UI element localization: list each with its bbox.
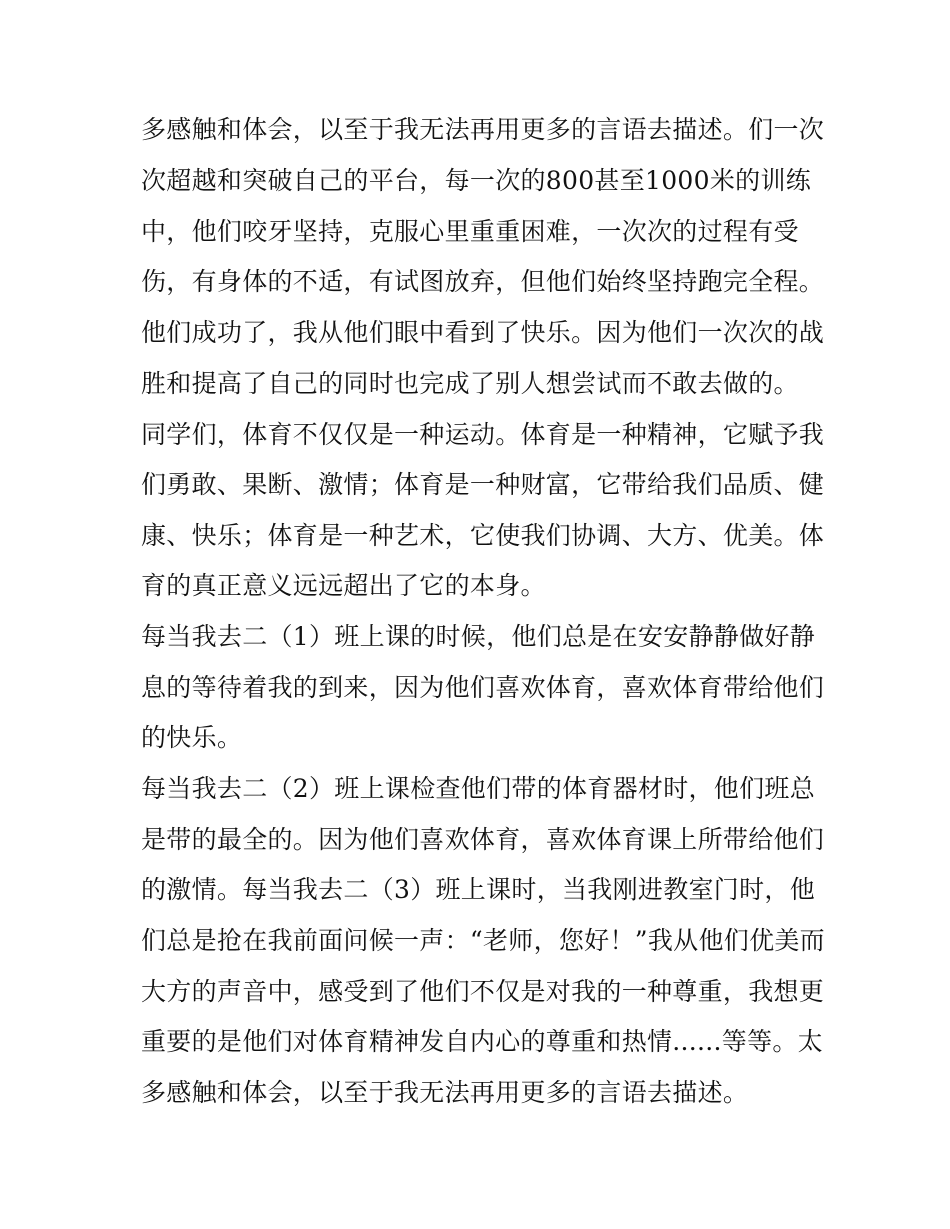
text-line: 的激情。每当我去二（3）班上课时，当我刚进教室门时，他 <box>141 875 816 904</box>
text-line: 中，他们咬牙坚持，克服心里重重困难，一次次的过程有受 <box>141 217 799 246</box>
text-line: 多感触和体会，以至于我无法再用更多的言语去描述。们一次 <box>141 115 825 144</box>
text-line: 重要的是他们对体育精神发自内心的尊重和热情......等等。太 <box>141 1027 823 1056</box>
text-line: 息的等待着我的到来，因为他们喜欢体育，喜欢体育带给他们 <box>141 673 825 702</box>
text-line: 同学们，体育不仅仅是一种运动。体育是一种精神，它赋予我 <box>141 420 825 449</box>
text-line: 每当我去二（1）班上课的时候，他们总是在安安静静做好静 <box>141 622 816 651</box>
text-line: 的快乐。 <box>141 723 243 752</box>
text-line: 大方的声音中，感受到了他们不仅是对我的一种尊重，我想更 <box>141 977 825 1006</box>
text-line: 他们成功了，我从他们眼中看到了快乐。因为他们一次次的战 <box>141 318 825 347</box>
text-line: 次超越和突破自己的平台，每一次的800甚至1000米的训练 <box>141 166 812 195</box>
text-line: 多感触和体会，以至于我无法再用更多的言语去描述。 <box>141 1078 749 1107</box>
text-line: 伤，有身体的不适，有试图放弃，但他们始终坚持跑完全程。 <box>141 267 825 296</box>
text-line: 们勇敢、果断、激情；体育是一种财富，它带给我们品质、健 <box>141 470 825 499</box>
text-line: 每当我去二（2）班上课检查他们带的体育器材时，他们班总 <box>141 774 816 803</box>
text-line: 康、快乐；体育是一种艺术，它使我们协调、大方、优美。体 <box>141 521 825 550</box>
text-line: 胜和提高了自己的同时也完成了别人想尝试而不敢去做的。 <box>141 369 799 398</box>
text-line: 育的真正意义远远超出了它的本身。 <box>141 571 546 600</box>
text-line: 们总是抢在我前面问候一声：“老师，您好！”我从他们优美而 <box>141 926 825 955</box>
text-line: 是带的最全的。因为他们喜欢体育，喜欢体育课上所带给他们 <box>141 825 825 854</box>
